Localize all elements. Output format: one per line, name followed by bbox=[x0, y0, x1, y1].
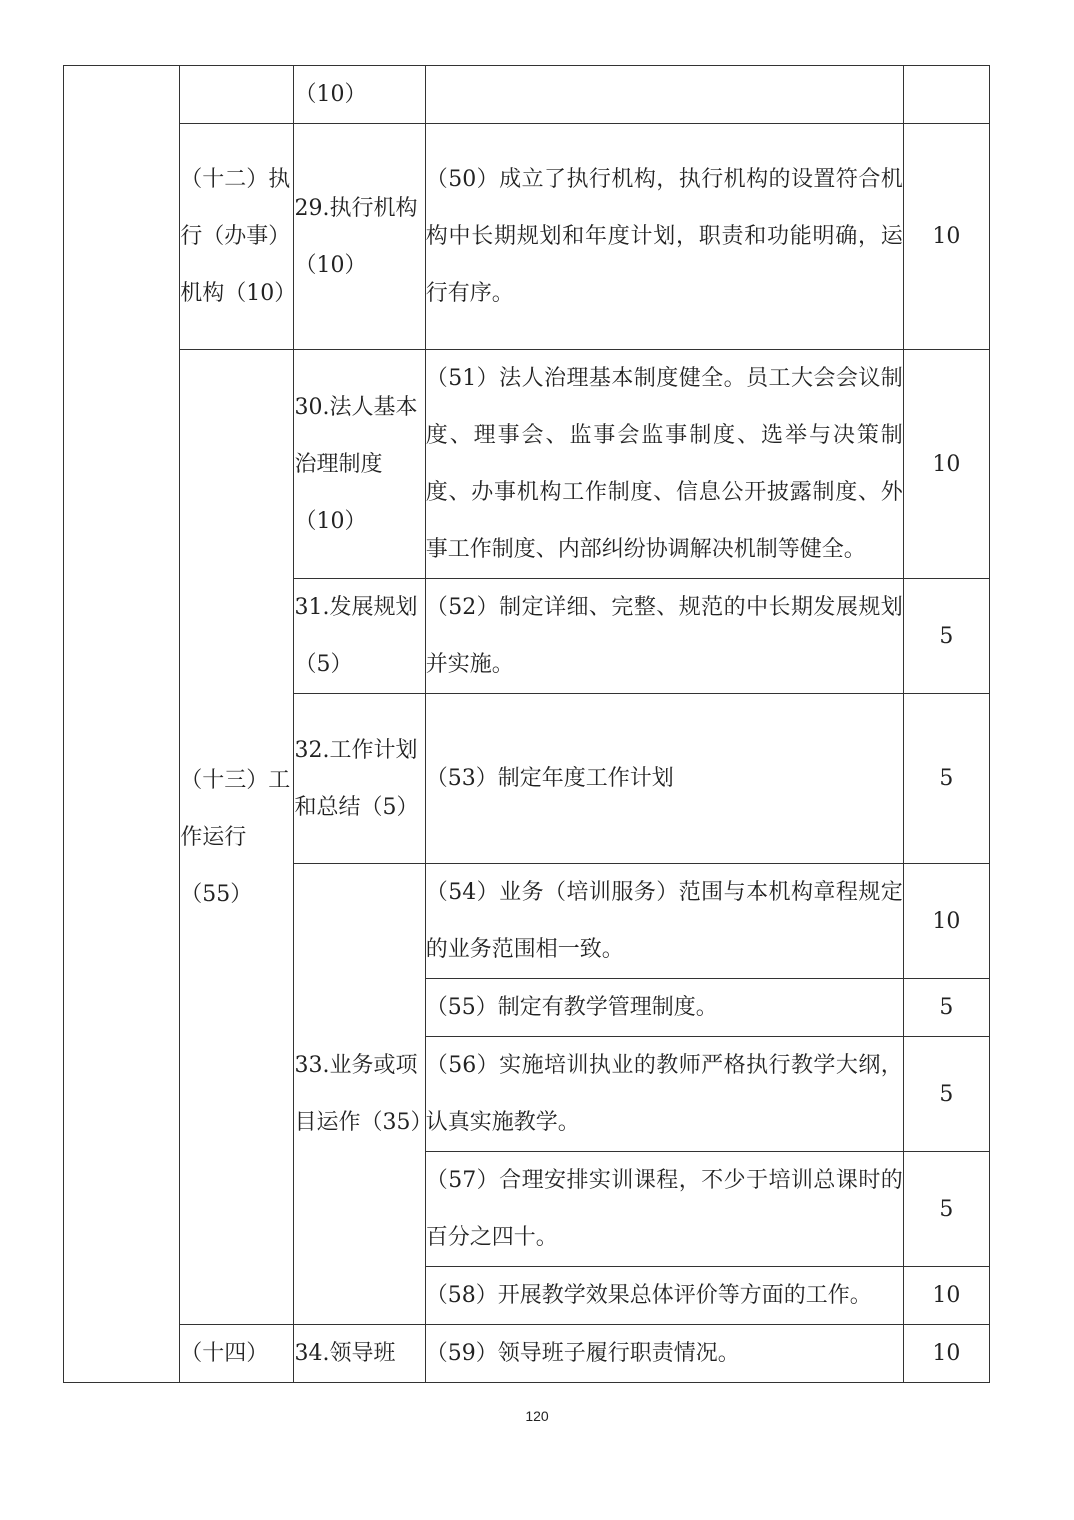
page-number: 120 bbox=[525, 1408, 549, 1424]
table-row bbox=[64, 350, 990, 579]
description-cell: （58）开展教学效果总体评价等方面的工作。 bbox=[425, 1267, 903, 1325]
indicator-cell: 31.发展规划（5） bbox=[294, 579, 425, 694]
description-cell: （53）制定年度工作计划 bbox=[425, 694, 903, 864]
indicator-cell: 32.工作计划和总结（5） bbox=[294, 694, 425, 864]
description-cell bbox=[425, 66, 903, 124]
indicator-cell: 34.领导班 bbox=[294, 1325, 425, 1383]
description-cell: （52）制定详细、完整、规范的中长期发展规划并实施。 bbox=[425, 579, 903, 694]
score-cell: 10 bbox=[903, 124, 989, 350]
description-cell: （59）领导班子履行职责情况。 bbox=[425, 1325, 903, 1383]
score-cell: 10 bbox=[903, 1267, 989, 1325]
score-cell: 5 bbox=[903, 1037, 989, 1152]
description-cell: （55）制定有教学管理制度。 bbox=[425, 979, 903, 1037]
description-cell: （56）实施培训执业的教师严格执行教学大纲，认真实施教学。 bbox=[425, 1037, 903, 1152]
indicator-cell: （10） bbox=[294, 66, 425, 124]
category-cell: （十四） bbox=[180, 1325, 294, 1383]
indicator-cell: 33.业务或项目运作（35） bbox=[294, 864, 425, 1325]
score-cell: 10 bbox=[903, 864, 989, 979]
score-cell: 10 bbox=[903, 1325, 989, 1383]
score-cell: 10 bbox=[903, 350, 989, 579]
table-row bbox=[64, 1325, 990, 1383]
category-cell: （十三）工作运行（55） bbox=[180, 350, 294, 1325]
evaluation-table bbox=[63, 65, 990, 1383]
indicator-cell: 29.执行机构（10） bbox=[294, 124, 425, 350]
indicator-cell: 30.法人基本治理制度（10） bbox=[294, 350, 425, 579]
score-cell: 5 bbox=[903, 1152, 989, 1267]
category-cell bbox=[180, 66, 294, 124]
description-cell: （50）成立了执行机构，执行机构的设置符合机构中长期规划和年度计划，职责和功能明确，运行有序。 bbox=[425, 124, 903, 350]
description-cell: （54）业务（培训服务）范围与本机构章程规定的业务范围相一致。 bbox=[425, 864, 903, 979]
table-row bbox=[64, 124, 990, 350]
score-cell: 5 bbox=[903, 579, 989, 694]
score-cell: 5 bbox=[903, 694, 989, 864]
description-cell: （57）合理安排实训课程，不少于培训总课时的百分之四十。 bbox=[425, 1152, 903, 1267]
description-cell: （51）法人治理基本制度健全。员工大会会议制度、理事会、监事会监事制度、选举与决策制度、办事机构工作制度、信息公开披露制度、外事工作制度、内部纠纷协调解决机制等健全。 bbox=[425, 350, 903, 579]
table-row bbox=[64, 66, 990, 124]
category-cell: （十二）执行（办事）机构（10） bbox=[180, 124, 294, 350]
first-column-cell bbox=[64, 66, 180, 1383]
score-cell bbox=[903, 66, 989, 124]
score-cell: 5 bbox=[903, 979, 989, 1037]
